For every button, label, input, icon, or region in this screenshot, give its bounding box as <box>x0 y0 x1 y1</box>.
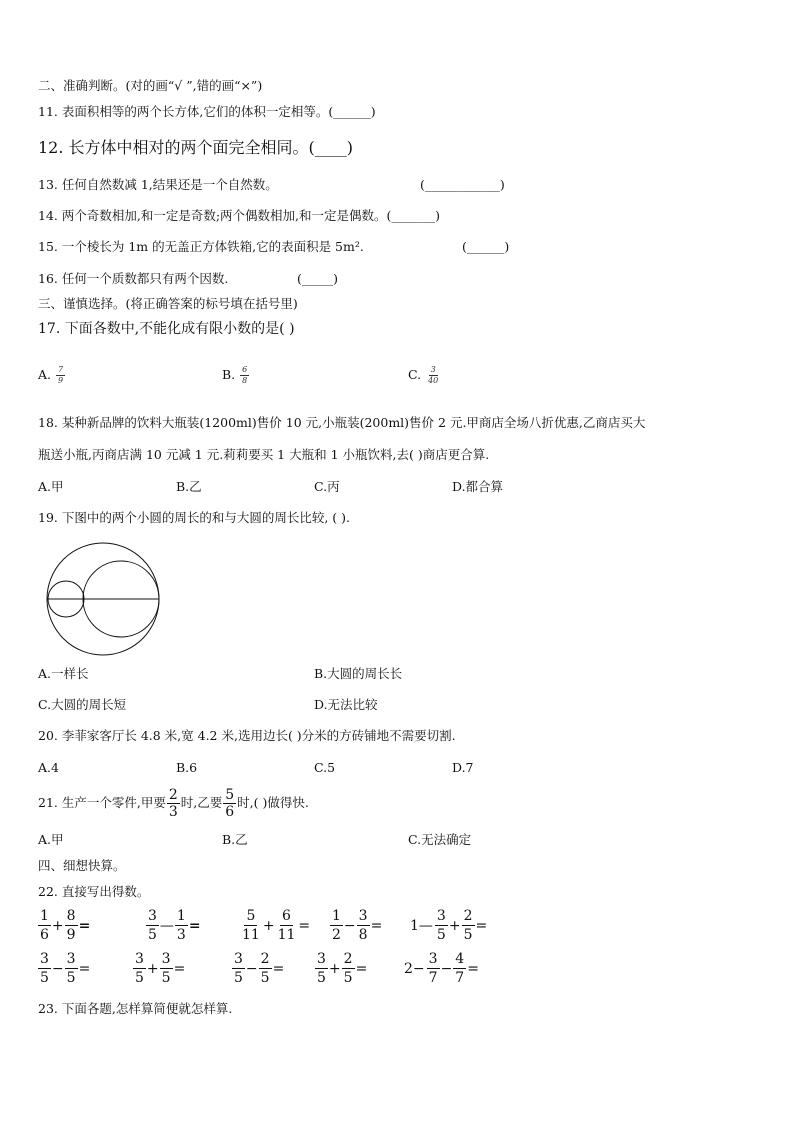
q20-option-b[interactable]: B.6 <box>176 760 198 775</box>
question-19: 19. 下图中的两个小圆的周长的和与大圆的周长比较, ( ). <box>38 510 351 525</box>
calc-2-1: 3 5 − $\frac{3}{5}$ = <box>40 951 91 986</box>
question-13: 13. 任何自然数减 1,结果还是一个自然数。 <box>38 177 278 192</box>
question-16: 16. 任何一个质数都只有两个因数. <box>38 271 229 286</box>
q21-fraction-b: $\frac{5}{6}$ <box>225 786 235 820</box>
calc-2-4: 3 5 + $\frac{2}{5}$ = <box>317 951 368 986</box>
q21-option-b[interactable]: B.乙 <box>222 832 248 847</box>
answer-blank-13[interactable]: (____________) <box>420 177 505 192</box>
q21-fraction-a: $\frac{2}{3}$ <box>168 786 178 820</box>
q18-option-a[interactable]: A.甲 <box>38 479 64 494</box>
q19-option-b[interactable]: B.大圆的周长长 <box>314 666 403 681</box>
section-heading-calculation: 四、细想快算。 <box>38 858 126 873</box>
calc-1-1: 1 6 + $\frac{8}{9}$ = <box>40 908 91 943</box>
q19-option-c[interactable]: C.大圆的周长短 <box>38 697 127 712</box>
question-15: 15. 一个棱长为 1m 的无盖正方体铁箱,它的表面积是 5m². <box>38 239 364 254</box>
calc-1-5: 1— 3 5 + $\frac{2}{5}$ = <box>410 908 488 943</box>
calc-1-4: 1 2 − $\frac{3}{8}$ = <box>332 908 383 943</box>
calc-2-3: 3 5 − $\frac{2}{5}$ = <box>234 951 285 986</box>
q18-option-c[interactable]: C.丙 <box>314 479 340 494</box>
q17-option-a-fraction: $\frac{7}{9}$ <box>58 365 64 385</box>
q20-option-a[interactable]: A.4 <box>38 760 59 775</box>
question-14: 14. 两个奇数相加,和一定是奇数;两个偶数相加,和一定是偶数。(_______) <box>38 208 441 223</box>
calc-2-5: 2− $\frac{3}{7}$ − $\frac{4}{7}$ = <box>404 951 479 986</box>
answer-blank-15[interactable]: (______) <box>462 239 510 254</box>
q18-option-d[interactable]: D.都合算 <box>452 479 504 494</box>
section-heading-choice: 三、谨慎选择。(将正确答案的标号填在括号里) <box>38 296 298 311</box>
question-23: 23. 下面各题,怎样算简便就怎样算. <box>38 1001 233 1016</box>
q19-option-d[interactable]: D.无法比较 <box>314 697 378 712</box>
circles-diagram <box>44 541 162 659</box>
answer-blank-16[interactable]: (_____) <box>297 271 339 286</box>
question-20: 20. 李菲家客厅长 4.8 米,宽 4.2 米,选用边长( )分米的方砖铺地不需要切割. <box>38 728 456 743</box>
q17-option-b-fraction: $\frac{6}{8}$ <box>242 365 248 385</box>
section-heading-judgement: 二、准确判断。(对的画“√ ”,错的画“×”) <box>38 78 263 93</box>
q17-option-c[interactable]: C. $\frac{3}{40}$ <box>408 365 439 385</box>
calc-2-2: 3 5 + $\frac{3}{5}$ = <box>135 951 186 986</box>
question-12: 12. 长方体中相对的两个面完全相同。(____) <box>38 138 354 157</box>
q19-option-a[interactable]: A.一样长 <box>38 666 89 681</box>
q21-option-a[interactable]: A.甲 <box>38 832 64 847</box>
question-18-line-2: 瓶送小瓶,丙商店满 10 元减 1 元.莉莉要买 1 大瓶和 1 小瓶饮料,去( )商店更合算. <box>38 447 490 462</box>
question-11: 11. 表面积相等的两个长方体,它们的体积一定相等。(______) <box>38 104 376 119</box>
q17-option-c-fraction: $\frac{3}{40}$ <box>428 365 439 385</box>
calc-1-3: 5 11 + $\frac{6}{11}$ = <box>242 908 311 943</box>
question-18-line-1: 18. 某种新品牌的饮料大瓶装(1200ml)售价 10 元,小瓶装(200ml)售价 2 元.甲商店全场八折优惠,乙商店买大 <box>38 415 646 430</box>
q20-option-d[interactable]: D.7 <box>452 760 474 775</box>
q18-option-b[interactable]: B.乙 <box>176 479 202 494</box>
q21-option-c[interactable]: C.无法确定 <box>408 832 472 847</box>
question-22: 22. 直接写出得数。 <box>38 884 150 899</box>
q17-option-a[interactable]: A. $\frac{7}{9}$ <box>38 365 64 385</box>
question-17: 17. 下面各数中,不能化成有限小数的是( ) <box>38 321 295 337</box>
q20-option-c[interactable]: C.5 <box>314 760 336 775</box>
question-21: 21. 生产一个零件,甲要 $\frac{2}{3}$ 时,乙要 $\frac{5}{6}$ 时,( )做得快. <box>38 786 309 820</box>
q17-option-b[interactable]: B. $\frac{6}{8}$ <box>222 365 248 385</box>
calc-1-2: 3 5 — $\frac{1}{3}$ = <box>148 908 201 943</box>
